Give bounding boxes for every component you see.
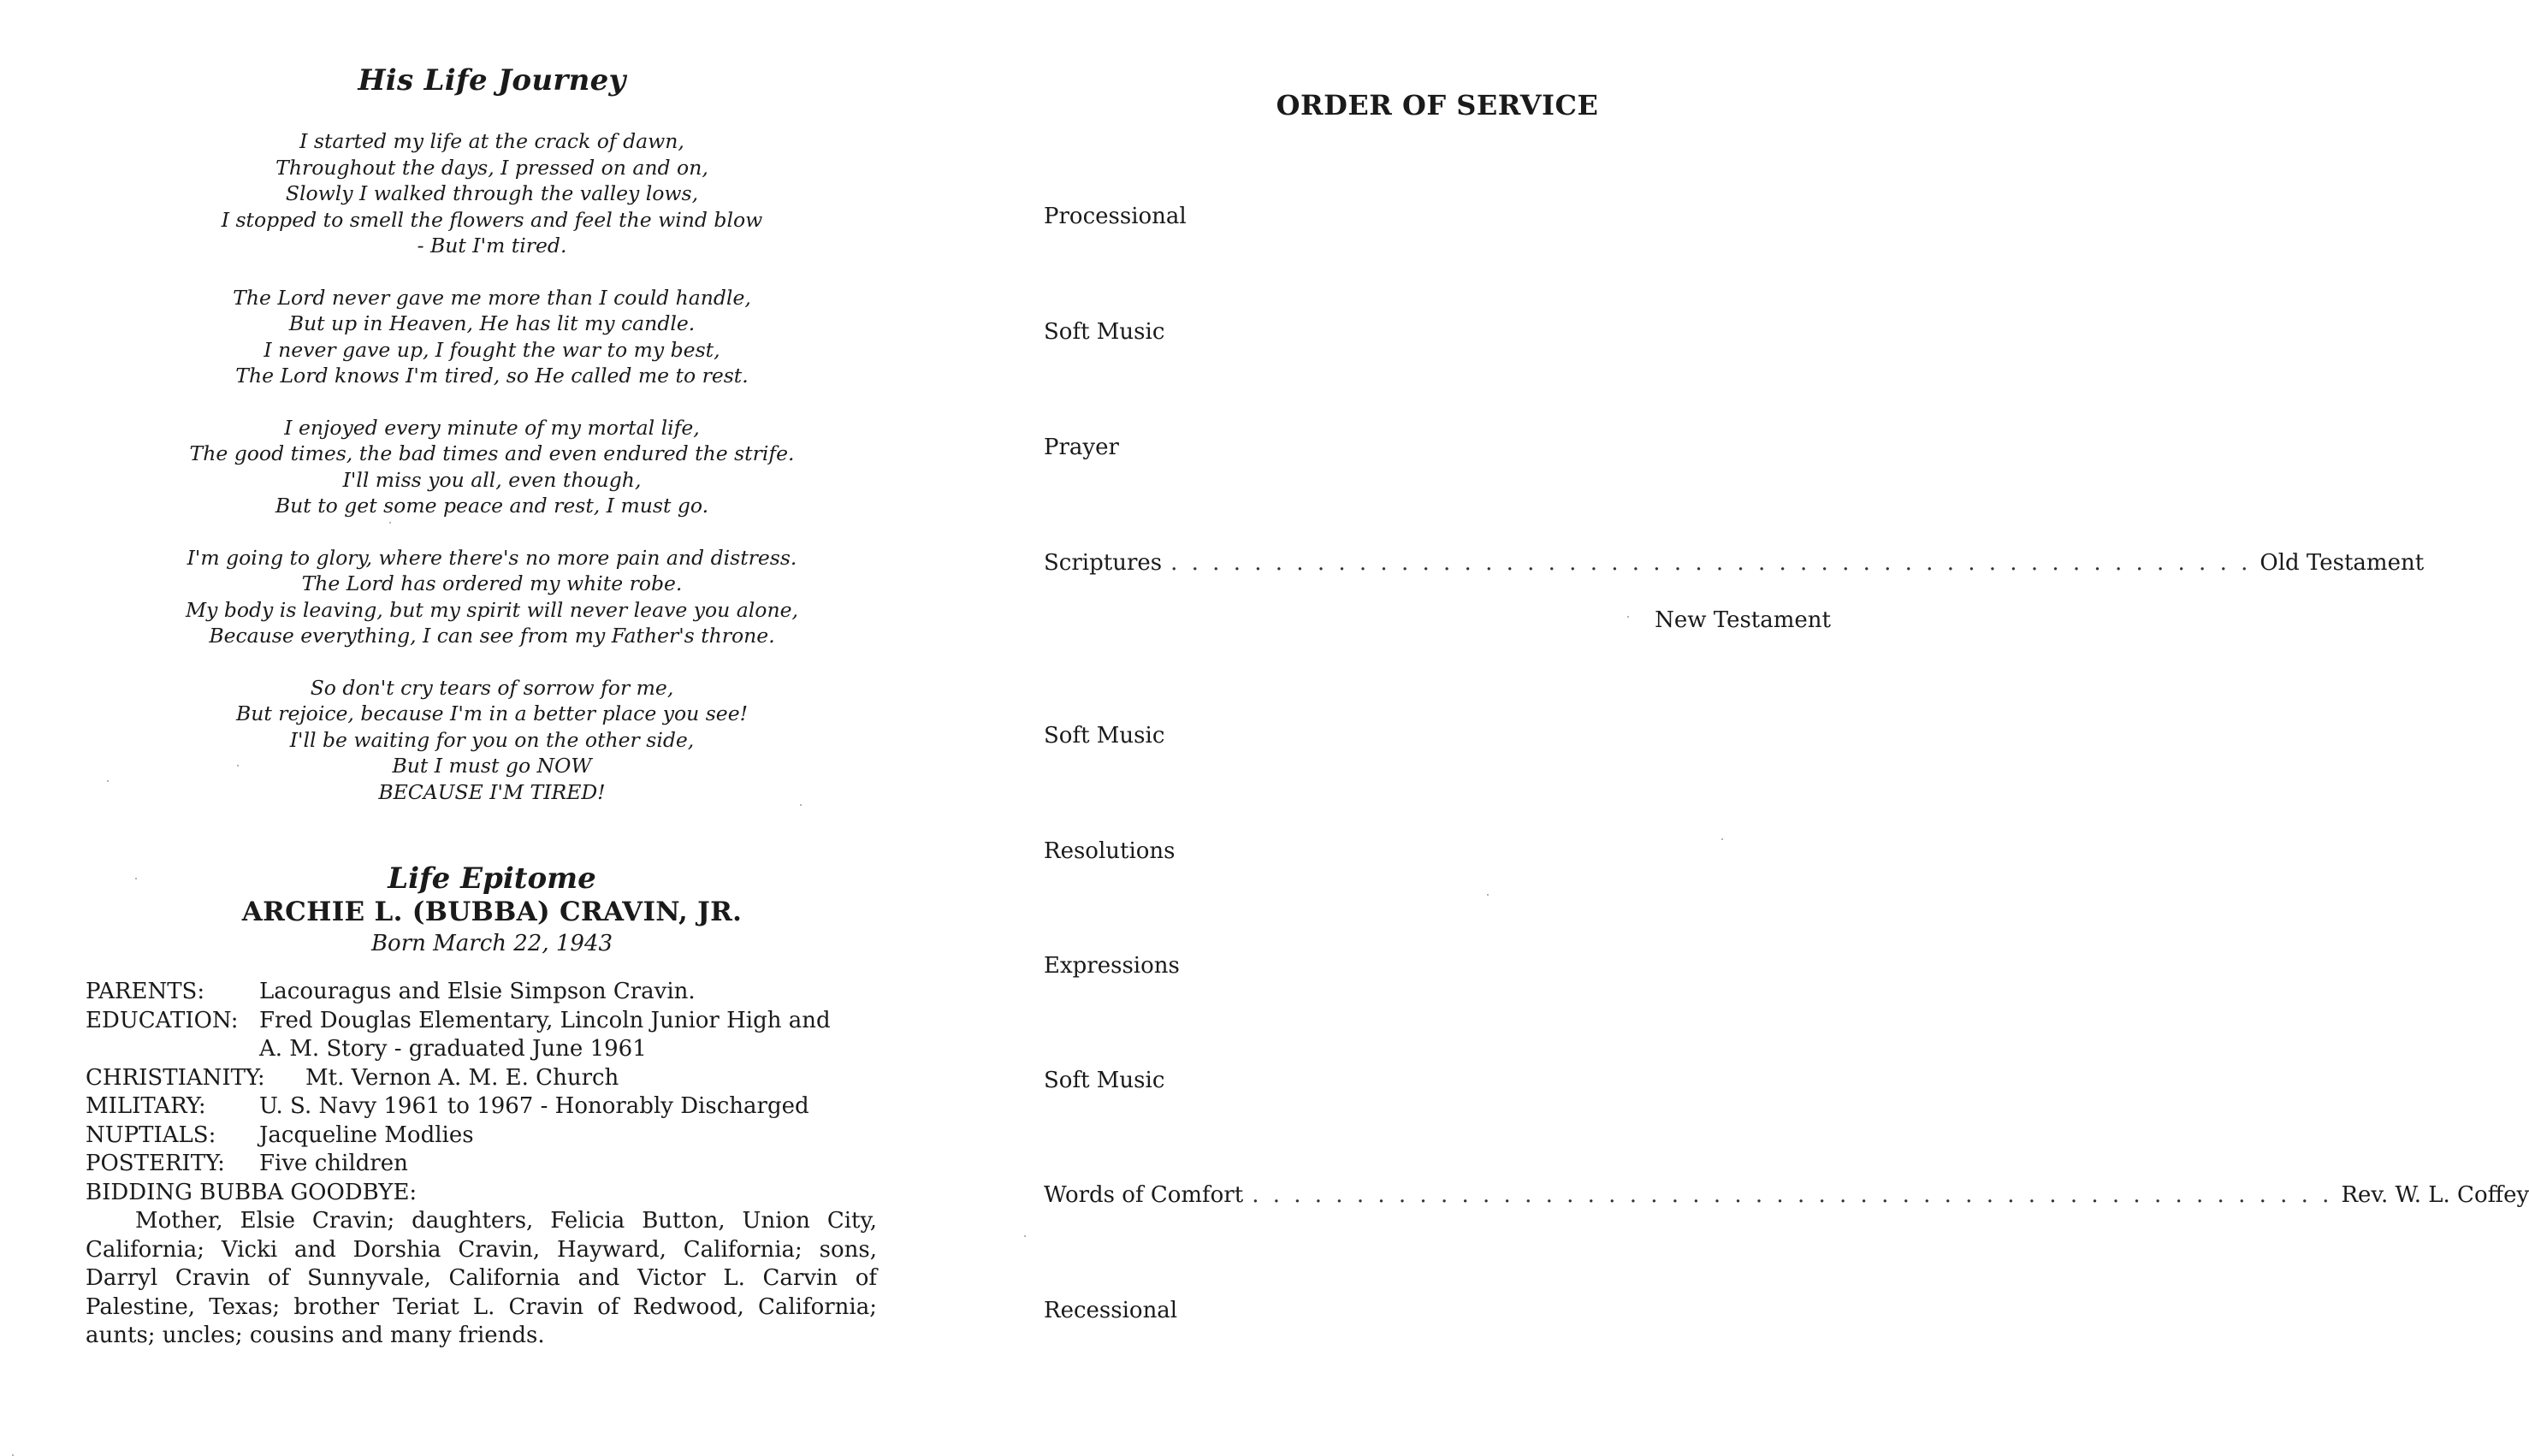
service-item-soft-music [1044, 721, 1831, 750]
fact-label: NUPTIALS: [86, 1122, 216, 1148]
service-item-prayer [1044, 433, 1831, 462]
poem-title: His Life Journey [358, 63, 626, 98]
poem-stanza [86, 128, 898, 259]
poem-stanza [86, 545, 898, 649]
service-item-label: Words of Comfort [1044, 1182, 1244, 1208]
poem-line: I'm going to glory, where there's no more pain and distress. [187, 545, 797, 570]
poem-line: - But I'm tired. [417, 234, 567, 257]
service-item-words-of-comfort [1044, 1181, 2529, 1210]
service-item-processional [1044, 202, 1831, 231]
poem-stanza [86, 285, 898, 389]
fact-value: U. S. Navy 1961 to 1967 - Honorably Discharged [259, 1093, 809, 1119]
epitome-header [86, 861, 898, 959]
scan-speck [237, 765, 239, 766]
right-panel [1044, 0, 2529, 1454]
life-facts [86, 978, 898, 1351]
dot-leader: . . . . . . . . . . . . . . . . . . . . . . . . . . . . . . . . . . . . . . . . . . . . . . . . . . . . [1252, 1182, 2333, 1208]
poem-line: Because everything, I can see from my Father's throne. [209, 624, 775, 648]
service-item-resolutions [1044, 837, 1831, 866]
fact-value-continued: A. M. Story - graduated June 1961 [259, 1036, 647, 1062]
fact-value: Five children [259, 1151, 408, 1176]
poem-line: Slowly I walked through the valley lows, [285, 181, 699, 205]
poem-line: The good times, the bad times and even endured the strife. [189, 441, 795, 465]
poem-line: I'll miss you all, even though, [342, 467, 642, 492]
service-item-label: Scriptures [1044, 550, 1163, 576]
fact-label: POSTERITY: [86, 1151, 225, 1176]
fact-label: CHRISTIANITY: [86, 1064, 265, 1091]
birth-date: Born March 22, 1943 [370, 931, 613, 956]
scan-speck [800, 804, 802, 806]
service-item-label: Soft Music [1044, 723, 1165, 749]
poem-line: BECAUSE I'M TIRED! [378, 779, 606, 804]
service-item-label: Expressions [1044, 953, 1180, 979]
poem-line: The Lord knows I'm tired, so He called me to rest. [235, 364, 749, 388]
fact-value: Jacqueline Modlies [259, 1122, 474, 1148]
fact-value: Fred Douglas Elementary, Lincoln Junior High and [259, 1007, 831, 1033]
order-of-service-title: ORDER OF SERVICE [1276, 89, 1599, 121]
service-item-scriptures [1044, 548, 2425, 577]
poem-line: The Lord has ordered my white robe. [301, 571, 683, 595]
poem-stanza [86, 675, 898, 806]
service-item-label: Processional [1044, 204, 1187, 229]
fact-nuptials [86, 1122, 898, 1151]
epitome-title: Life Epitome [388, 861, 596, 896]
service-item-soft-music [1044, 1066, 1831, 1095]
deceased-name: ARCHIE L. (BUBBA) CRAVIN, JR. [241, 897, 743, 927]
service-item-label: Resolutions [1044, 838, 1176, 864]
bidding-text: Mother, Elsie Cravin; daughters, Felicia Button, Union City, California; Vicki and Dorshia Cravin, Hayward, California; sons, Darryl Cravin of Sunnyvale, California and Victor L. Carvin of Palestine, Texas; brother Teriat L. Cravin of Redwood, California; aunts; uncles; cousins and many friends. [86, 1208, 877, 1348]
left-panel [86, 51, 898, 1351]
fact-christianity [86, 1064, 898, 1093]
dot-leader: . . . . . . . . . . . . . . . . . . . . . . . . . . . . . . . . . . . . . . . . . . . . . . . . . . . . [1170, 550, 2252, 576]
scan-speck [1627, 616, 1629, 618]
service-item-label: Prayer [1044, 435, 1119, 460]
service-item-recessional [1044, 1296, 1831, 1325]
fact-value: Lacouragus and Elsie Simpson Cravin. [259, 979, 696, 1004]
fact-label: PARENTS: [86, 979, 205, 1004]
poem-line: I started my life at the crack of dawn, [299, 129, 684, 153]
poem-line: I stopped to smell the flowers and feel the wind blow [221, 207, 763, 232]
poem-stanza [86, 415, 898, 519]
fact-label: MILITARY: [86, 1093, 206, 1119]
scan-speck [135, 878, 137, 879]
poem-line: I enjoyed every minute of my mortal life, [284, 415, 700, 440]
service-item-label: Soft Music [1044, 1068, 1165, 1093]
fact-value: Mt. Vernon A. M. E. Church [305, 1064, 619, 1091]
scan-speck [1721, 838, 1723, 840]
service-item-expressions [1044, 951, 1831, 980]
service-item-subvalue: New Testament [1655, 607, 1831, 633]
fact-label: EDUCATION: [86, 1007, 239, 1033]
fact-military [86, 1092, 898, 1122]
fact-parents [86, 978, 898, 1007]
service-item-label: Recessional [1044, 1298, 1178, 1323]
scan-speck [1487, 894, 1489, 896]
service-item-label: Soft Music [1044, 319, 1165, 345]
service-item-value: Rev. W. L. Coffey [2341, 1182, 2529, 1208]
service-item-value: Old Testament [2260, 550, 2425, 576]
poem-line: I'll be waiting for you on the other side, [289, 727, 695, 752]
poem-line: But up in Heaven, He has lit my candle. [288, 311, 696, 335]
scan-speck [389, 522, 391, 524]
poem-line: Throughout the days, I pressed on and on, [275, 155, 708, 180]
poem-line: But I must go NOW [392, 754, 592, 778]
fact-posterity [86, 1150, 898, 1179]
poem-line: My body is leaving, but my spirit will never leave you alone, [186, 597, 798, 622]
scan-speck [107, 780, 109, 782]
poem-line: I never gave up, I fought the war to my best, [264, 337, 720, 362]
poem-line: But rejoice, because I'm in a better place you see! [235, 701, 749, 725]
poem-line: So don't cry tears of sorrow for me, [310, 675, 674, 700]
bidding-label: BIDDING BUBBA GOODBYE: [86, 1179, 418, 1205]
fact-education [86, 1007, 898, 1036]
service-item-soft-music [1044, 317, 1831, 346]
poem-line: The Lord never gave me more than I could handle, [233, 285, 751, 310]
poem-line: But to get some peace and rest, I must go. [275, 494, 709, 518]
scan-speck [1024, 1235, 1026, 1237]
